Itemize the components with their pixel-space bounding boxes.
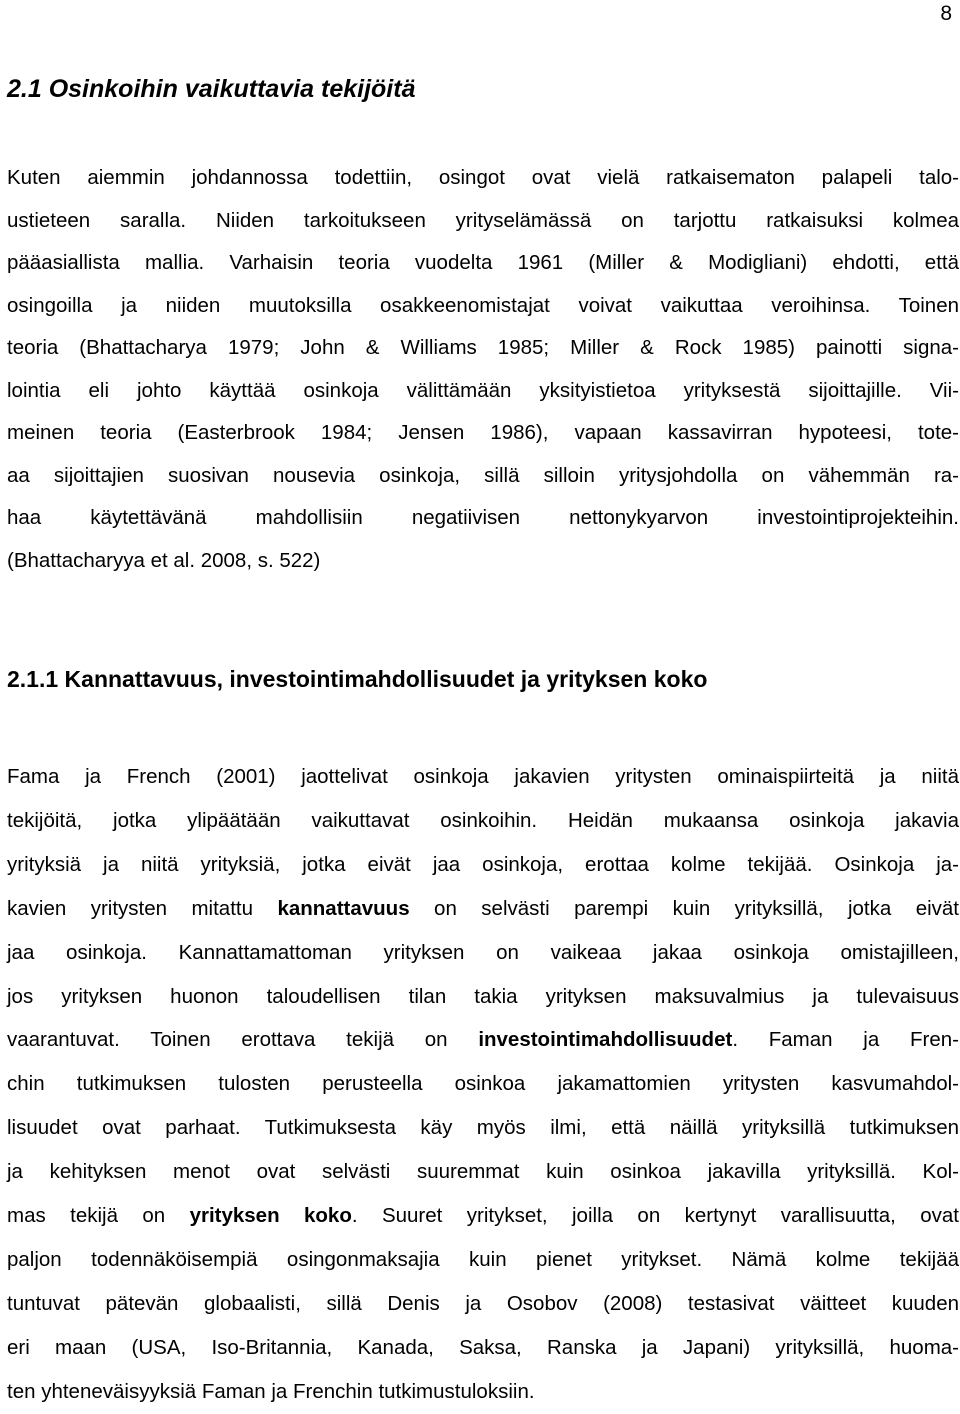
paragraph-line: ustieteen saralla. Niiden tarkoitukseen yrityselämässä on tarjottu ratkaisuksi kolmea bbox=[7, 208, 959, 232]
paragraph-line: paljon todennäköisempiä osingonmaksajia kuin pienet yritykset. Nämä kolme tekijää bbox=[7, 1247, 959, 1271]
paragraph-line: tuntuvat pätevän globaalisti, sillä Denis ja Osobov (2008) testasivat väitteet kuuden bbox=[7, 1291, 959, 1315]
paragraph-line bbox=[7, 887, 959, 931]
paragraph-line: meinen teoria (Easterbrook 1984; Jensen 1986), vapaan kassavirran hypoteesi, tote- bbox=[7, 421, 959, 444]
paragraph-line bbox=[7, 1194, 959, 1238]
emphasized-term: yrityksen koko bbox=[189, 1204, 352, 1228]
paragraph-line: ten yhteneväisyyksiä Faman ja Frenchin tutkimustuloksiin. bbox=[7, 1379, 535, 1403]
paragraph-line: aa sijoittajien suosivan nousevia osinkoja, sillä silloin yritysjohdolla on vähemmän ra- bbox=[7, 463, 959, 487]
paragraph-line: Kuten aiemmin johdannossa todettiin, osingot ovat vielä ratkaisematon palapeli talo- bbox=[7, 166, 959, 189]
paragraph-line: jaa osinkoja. Kannattamattoman yrityksen on vaikeaa jakaa osinkoja omistajilleen, bbox=[7, 940, 959, 964]
paragraph-line: tekijöitä, jotka ylipäätään vaikuttavat osinkoihin. Heidän mukaansa osinkoja jakavia bbox=[7, 808, 959, 832]
paragraph-line: yrityksiä ja niitä yrityksiä, jotka eivät jaa osinkoja, erottaa kolme tekijää. Osinkoja ja- bbox=[7, 852, 959, 876]
paragraph-line: pääasiallista mallia. Varhaisin teoria vuodelta 1961 (Miller & Modigliani) ehdotti, että bbox=[7, 251, 959, 274]
paragraph-line: teoria (Bhattacharya 1979; John & Williams 1985; Miller & Rock 1985) painotti signa- bbox=[7, 336, 959, 359]
paragraph-line: haa käytettävänä mahdollisiin negatiivisen nettonykyarvon investointiprojekteihin. bbox=[7, 506, 959, 529]
paragraph-line: eri maan (USA, Iso-Britannia, Kanada, Saksa, Ranska ja Japani) yrityksillä, huoma- bbox=[7, 1335, 959, 1359]
line-text-before: mas tekijä on bbox=[7, 1204, 190, 1228]
line-text-before: vaarantuvat. Toinen erottava tekijä on bbox=[7, 1028, 479, 1052]
paragraph-line: Fama ja French (2001) jaottelivat osinkoja jakavien yritysten ominaispiirteitä ja niitä bbox=[7, 765, 959, 788]
line-text-after: . Suuret yritykset, joilla on kertynyt varallisuutta, ovat bbox=[351, 1204, 959, 1228]
section-paragraph bbox=[7, 157, 959, 582]
line-text-after: . Faman ja Fren- bbox=[732, 1028, 959, 1052]
paragraph-line: (Bhattacharyya et al. 2008, s. 522) bbox=[7, 548, 321, 572]
paragraph-line: lointia eli johto käyttää osinkoja välittämään yksityistietoa yrityksestä sijoittajille. Vii- bbox=[7, 378, 959, 402]
subsection-paragraph bbox=[7, 755, 959, 1414]
line-text-before: kavien yritysten mitattu bbox=[7, 896, 278, 920]
section-title: 2.1 Osinkoihin vaikuttavia tekijöitä bbox=[7, 75, 416, 103]
paragraph-line bbox=[7, 1018, 959, 1062]
emphasized-term: investointimahdollisuudet bbox=[478, 1028, 733, 1052]
paragraph-line: osingoilla ja niiden muutoksilla osakkeenomistajat voivat vaikuttaa veroihinsa. Toinen bbox=[7, 293, 959, 317]
paragraph-line: chin tutkimuksen tulosten perusteella osinkoa jakamattomien yritysten kasvumahdol- bbox=[7, 1072, 959, 1096]
subsection-title: 2.1.1 Kannattavuus, investointimahdollisuudet ja yrityksen koko bbox=[7, 666, 708, 692]
page-number: 8 bbox=[940, 2, 952, 25]
paragraph-line: lisuudet ovat parhaat. Tutkimuksesta käy myös ilmi, että näillä yrityksillä tutkimuksen bbox=[7, 1116, 959, 1140]
line-text-after: on selvästi parempi kuin yrityksillä, jotka eivät bbox=[409, 896, 959, 920]
paragraph-line: ja kehityksen menot ovat selvästi suuremmat kuin osinkoa jakavilla yrityksillä. Kol- bbox=[7, 1160, 959, 1184]
emphasized-term: kannattavuus bbox=[277, 896, 410, 920]
paragraph-line: jos yrityksen huonon taloudellisen tilan takia yrityksen maksuvalmius ja tulevaisuus bbox=[7, 984, 959, 1008]
